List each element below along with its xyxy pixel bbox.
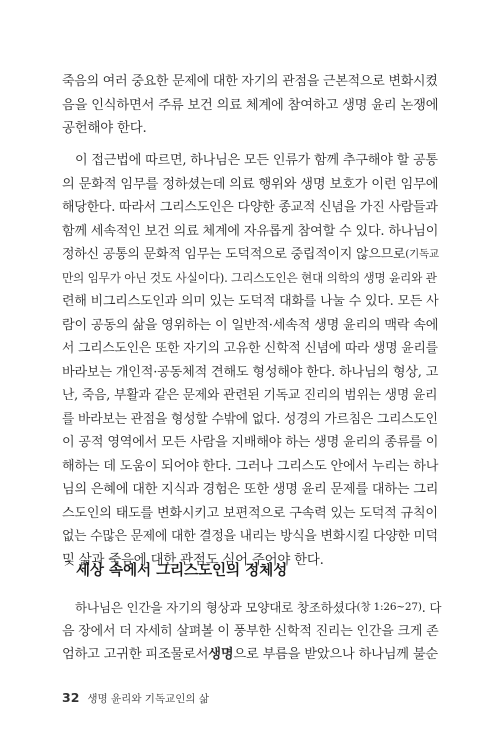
text-line — [62, 643, 438, 667]
aside-text: (기독교 — [405, 248, 439, 260]
text-line — [62, 596, 442, 620]
text-line: 음을 인식하면서 주류 보건 의료 체계에 참여하고 생명 윤리 논쟁에 — [62, 97, 439, 113]
text-line: 람이 공동의 삶을 영위하는 이 일반적·세속적 생명 윤리의 맥락 속에 — [62, 317, 439, 333]
text-line: 이 공적 영역에서 모든 사람을 지배해야 하는 생명 윤리의 종류를 이 — [62, 435, 439, 450]
text-line: 바라보는 개인적·공동체적 견해도 형성해야 한다. 하나님의 형상, 고 — [62, 364, 439, 380]
text-line: 이 접근법에 따르면, 하나님은 모든 인류가 함께 추구해야 할 공통 — [75, 153, 438, 168]
text-line: 의 문화적 임무를 정하셨는데 의료 행위와 생명 보호가 이런 임무에 — [62, 176, 439, 192]
text-line: 죽음의 여러 중요한 문제에 대한 자기의 관점을 근본적으로 변화시켰 — [62, 74, 438, 89]
paragraph-approach — [62, 149, 438, 572]
text-line: 함께 세속적인 보건 의료 체계에 자유롭게 참여할 수 있다. 하나님이 — [62, 223, 439, 239]
text-line: 님의 은혜에 대한 지식과 경험은 또한 생명 윤리 문제를 대하는 그리 — [62, 482, 439, 497]
text-segment: 엄하고 고귀한 피조물로서 — [62, 647, 209, 662]
text-line: 난, 죽음, 부활과 같은 문제와 관련된 기독교 진리의 범위는 생명 윤리 — [62, 388, 438, 403]
scripture-reference: (창 1:26~27) — [356, 601, 422, 613]
running-title: 생명 윤리와 기독교인의 삶 — [87, 693, 209, 705]
text-line — [62, 243, 438, 267]
emphasis-text: 생명 — [208, 647, 234, 662]
page-footer — [62, 690, 209, 706]
text-line: 없는 수많은 문제에 대한 결정을 내리는 방식을 변화시킬 다양한 미덕 — [62, 529, 438, 544]
text-segment: 하나님은 인간을 자기의 형상과 모양대로 창조하셨다 — [75, 600, 357, 615]
text-line: 련해 비그리스도인과 의미 있는 도덕적 대화를 나눌 수 있다. 모든 사 — [62, 294, 439, 309]
text-line: 만의 임무가 아닌 것도 사실이다). 그리스도인은 현대 의학의 생명 윤리와 관 — [62, 270, 437, 285]
text-line: 공헌해야 한다. — [62, 121, 147, 136]
paragraph-continuation — [62, 70, 438, 141]
section-heading: 세상 속에서 그리스도인의 정체성 — [76, 563, 288, 579]
text-line: 해하는 데 도움이 되어야 한다. 그러나 그리스도 안에서 누리는 하나 — [62, 458, 439, 474]
paragraph-identity — [62, 596, 442, 667]
text-segment: 정하신 공통의 문화적 임무는 도덕적으로 중립적이지 않으므로 — [62, 247, 406, 262]
text-line: 를 바라보는 관점을 형성할 수밖에 없다. 성경의 가르침은 그리스도인 — [62, 411, 438, 427]
text-line: 및 삶과 죽음에 대한 관점도 심어 주어야 한다. — [62, 552, 324, 568]
text-line: 해당한다. 따라서 그리스도인은 다양한 종교적 신념을 가진 사람들과 — [62, 200, 438, 215]
text-line: 스도인의 태도를 변화시키고 보편적으로 구속력 있는 도덕적 규칙이 — [62, 505, 438, 521]
text-line: 서 그리스도인은 또한 자기의 고유한 신학적 신념에 따라 생명 윤리를 — [62, 341, 438, 356]
page-number: 32 — [62, 690, 80, 705]
text-segment: . 다 — [421, 600, 442, 615]
text-segment: 으로 부름을 받았으나 하나님께 불순 — [233, 647, 438, 662]
text-line: 음 장에서 더 자세히 살펴볼 이 풍부한 신학적 진리는 인간을 크게 존 — [62, 623, 439, 639]
